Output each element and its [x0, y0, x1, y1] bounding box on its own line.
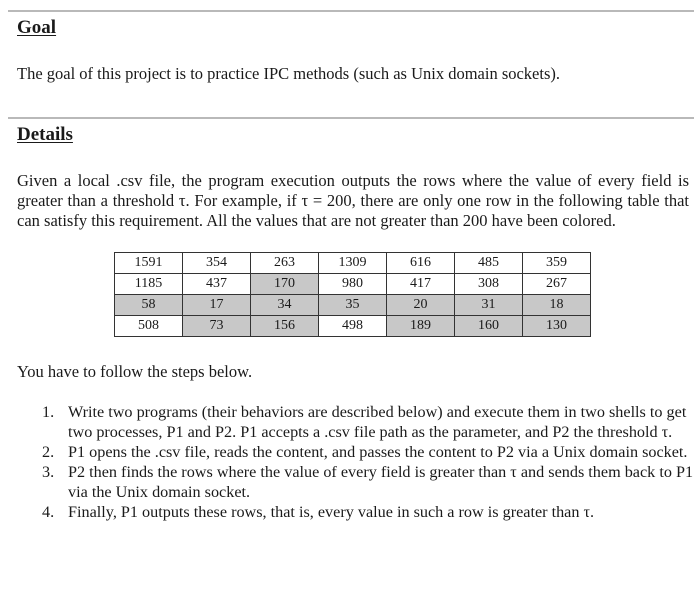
table-cell: 73 — [183, 316, 251, 337]
table-cell: 160 — [455, 316, 523, 337]
table-cell: 437 — [183, 274, 251, 295]
table-cell: 308 — [455, 274, 523, 295]
table-cell: 20 — [387, 295, 455, 316]
table-cell: 267 — [523, 274, 591, 295]
table-cell: 170 — [251, 274, 319, 295]
goal-heading: Goal — [17, 17, 57, 38]
table-cell: 485 — [455, 253, 523, 274]
table-row — [115, 253, 591, 274]
step-number: 2. — [42, 443, 55, 461]
details-divider — [8, 117, 694, 119]
table-cell: 35 — [319, 295, 387, 316]
step-item — [36, 462, 696, 502]
table-cell: 17 — [183, 295, 251, 316]
details-heading: Details — [17, 124, 73, 145]
step-text: P2 then finds the rows where the value of every field is greater than τ and sends them back to P1 via the Unix domain socket. — [68, 463, 694, 501]
table-cell: 616 — [387, 253, 455, 274]
details-text: Given a local .csv file, the program execution outputs the rows where the value of every field is greater than a threshold τ. For example, if τ = 200, there are only one row in the following table that can satisfy this requirement. All the values that are not greater than 200 have been colored. — [17, 171, 689, 230]
threshold-example-table — [114, 252, 591, 337]
table-cell: 189 — [387, 316, 455, 337]
step-text: Write two programs (their behaviors are described below) and execute them in two shells to get two processes, P1 and P2. P1 accepts a .csv file path as the parameter, and P2 the threshold τ. — [68, 403, 687, 441]
table-cell: 354 — [183, 253, 251, 274]
steps-list — [36, 402, 696, 522]
top-divider — [8, 10, 694, 12]
table-cell: 417 — [387, 274, 455, 295]
step-number: 1. — [42, 403, 55, 421]
table-cell: 18 — [523, 295, 591, 316]
step-item — [36, 402, 696, 442]
table-row — [115, 274, 591, 295]
table-cell: 263 — [251, 253, 319, 274]
table-cell: 498 — [319, 316, 387, 337]
step-text: P1 opens the .csv file, reads the content, and passes the content to P2 via a Unix domain socket. — [68, 443, 688, 461]
table-cell: 359 — [523, 253, 591, 274]
goal-text: The goal of this project is to practice IPC methods (such as Unix domain sockets). — [17, 64, 561, 83]
step-text: Finally, P1 outputs these rows, that is, every value in such a row is greater than τ. — [68, 503, 595, 521]
table-row — [115, 316, 591, 337]
table-cell: 1309 — [319, 253, 387, 274]
table-cell: 130 — [523, 316, 591, 337]
table-cell: 1591 — [115, 253, 183, 274]
table-cell: 31 — [455, 295, 523, 316]
steps-intro: You have to follow the steps below. — [17, 362, 253, 381]
step-item — [36, 442, 696, 462]
step-number: 3. — [42, 463, 55, 481]
table-cell: 1185 — [115, 274, 183, 295]
table-row — [115, 295, 591, 316]
step-item — [36, 502, 696, 522]
table-cell: 58 — [115, 295, 183, 316]
table-cell: 156 — [251, 316, 319, 337]
table-cell: 508 — [115, 316, 183, 337]
table-cell: 34 — [251, 295, 319, 316]
step-number: 4. — [42, 503, 55, 521]
table-cell: 980 — [319, 274, 387, 295]
